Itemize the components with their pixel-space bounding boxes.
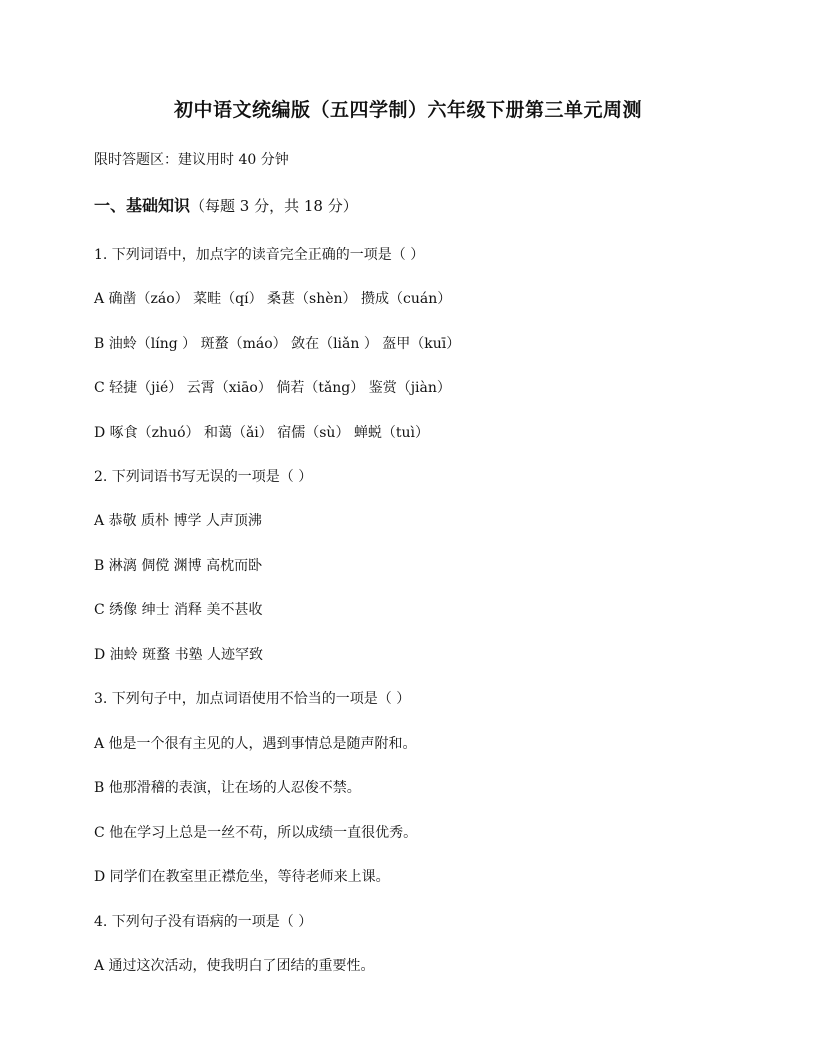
section-heading	[94, 196, 774, 216]
question-3-option-c: C 他在学习上总是一丝不苟，所以成绩一直很优秀。	[94, 825, 418, 841]
section-title: 一、基础知识	[94, 196, 191, 215]
question-4-option-a: A 通过这次活动，使我明白了团结的重要性。	[94, 958, 375, 974]
question-2-option-d: D 油蛉 斑蝥 书塾 人迹罕致	[94, 647, 264, 663]
question-2-stem: 2. 下列词语书写无误的一项是（ ）	[94, 469, 313, 485]
question-3-option-a: A 他是一个很有主见的人，遇到事情总是随声附和。	[94, 736, 417, 752]
question-2-option-a: A 恭敬 质朴 博学 人声顶沸	[94, 513, 262, 529]
question-3-option-d: D 同学们在教室里正襟危坐，等待老师来上课。	[94, 869, 390, 885]
question-1-option-a: A 确凿（záo） 菜畦（qí） 桑葚（shèn） 攒成（cuán）	[94, 291, 452, 307]
question-2-option-b: B 淋漓 倜傥 渊博 高枕而卧	[94, 558, 263, 574]
question-1-option-c: C 轻捷（jié） 云霄（xiāo） 倘若（tǎng） 鉴赏（jiàn）	[94, 380, 451, 396]
question-4-stem: 4. 下列句子没有语病的一项是（ ）	[94, 914, 313, 930]
section-score-note: （每题 3 分，共 18 分）	[190, 197, 358, 215]
question-3-option-b: B 他那滑稽的表演，让在场的人忍俊不禁。	[94, 780, 361, 796]
question-1-stem: 1. 下列词语中，加点字的读音完全正确的一项是（ ）	[94, 247, 425, 263]
time-limit-note: 限时答题区：建议用时 40 分钟	[94, 152, 289, 168]
question-1-option-b: B 油蛉（líng ） 斑蝥（máo） 敛在（liǎn ） 盔甲（kuī）	[94, 336, 461, 352]
document-title: 初中语文统编版（五四学制）六年级下册第三单元周测	[173, 99, 642, 121]
question-3-stem: 3. 下列句子中，加点词语使用不恰当的一项是（ ）	[94, 691, 411, 707]
question-2-option-c: C 绣像 绅士 消释 美不甚收	[94, 602, 263, 618]
question-1-option-d: D 啄食（zhuó） 和蔼（ǎi） 宿儒（sù） 蝉蜕（tuì）	[94, 425, 430, 441]
